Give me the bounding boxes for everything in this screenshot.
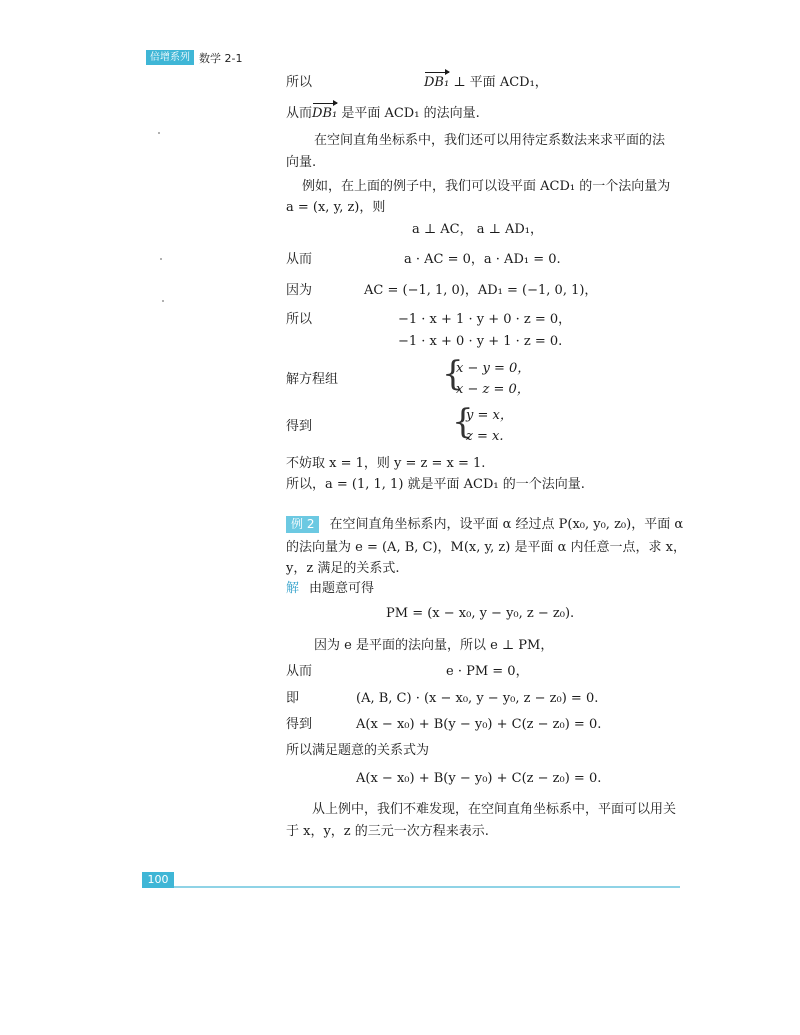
- equation-line: a · AC = 0，a · AD₁ = 0.: [404, 252, 561, 267]
- example-line: 的法向量为 e = (A, B, C)，M(x, y, z) 是平面 α 内任意一点，求 x，: [286, 540, 686, 555]
- left-brace: {: [442, 354, 464, 394]
- footer-rule: [174, 886, 680, 888]
- equation-line: −1 · x + 0 · y + 1 · z = 0.: [398, 334, 563, 349]
- paragraph-line: 不妨取 x = 1，则 y = z = x = 1.: [286, 456, 486, 471]
- scan-speck: [160, 258, 162, 260]
- example-text: 在空间直角坐标系内，设平面 α 经过点 P(x₀, y₀, z₀)，平面 α: [329, 517, 684, 532]
- solution-tag: 解: [286, 581, 300, 596]
- system-equation: y = x，: [466, 408, 513, 423]
- step-label: 解方程组: [286, 372, 339, 387]
- equation-line: A(x − x₀) + B(y − y₀) + C(z − z₀) = 0.: [356, 771, 602, 786]
- paragraph-line: 因为 e 是平面的法向量，所以 e ⊥ PM，: [314, 638, 554, 653]
- paragraph-line: 于 x，y，z 的三元一次方程来表示.: [286, 824, 489, 839]
- example-line: [286, 516, 683, 534]
- paragraph-line: 在空间直角坐标系中，我们还可以用待定系数法来求平面的法: [314, 133, 666, 148]
- system-equation: z = x.: [466, 429, 504, 444]
- equation-line: AC = (−1, 1, 0)，AD₁ = (−1, 0, 1)，: [364, 283, 598, 298]
- step-label: 得到: [286, 419, 313, 434]
- step-label: 即: [286, 691, 300, 706]
- step-label: 得到: [286, 717, 313, 732]
- equation-line: A(x − x₀) + B(y − y₀) + C(z − z₀) = 0.: [356, 717, 602, 732]
- equation-line: a ⊥ AC， a ⊥ AD₁，: [412, 222, 543, 237]
- equation-line: [424, 74, 548, 92]
- equation-text: ⊥ 平面 ACD₁，: [453, 75, 548, 90]
- equation-line: e · PM = 0，: [446, 664, 529, 679]
- paragraph-line: 向量.: [286, 155, 317, 170]
- text-line: [286, 105, 480, 123]
- system-equation: x − y = 0，: [456, 361, 531, 376]
- paragraph-line: 例如，在上面的例子中，我们可以设平面 ACD₁ 的一个法向量为: [302, 179, 671, 194]
- text-fragment: 是平面 ACD₁ 的法向量.: [341, 106, 480, 121]
- paragraph-line: 所以，a = (1, 1, 1) 就是平面 ACD₁ 的一个法向量.: [286, 477, 585, 492]
- step-label: 所以: [286, 312, 313, 327]
- example-tag: 例 2: [286, 516, 319, 533]
- text-fragment: 从而: [286, 106, 313, 121]
- equation-line: −1 · x + 1 · y + 0 · z = 0，: [398, 312, 572, 327]
- step-label: 从而: [286, 664, 313, 679]
- left-brace: {: [452, 402, 474, 442]
- equation-line: (A, B, C) · (x − x₀, y − y₀, z − z₀) = 0.: [356, 691, 599, 706]
- solution-line: [286, 580, 374, 598]
- scan-speck: [158, 132, 160, 134]
- example-line: y，z 满足的关系式.: [286, 561, 400, 576]
- paragraph-line: 从上例中，我们不难发现，在空间直角坐标系中，平面可以用关: [312, 802, 677, 817]
- paragraph-line: a = (x, y, z)，则: [286, 200, 386, 215]
- equation-line: PM = (x − x₀, y − y₀, z − z₀).: [386, 606, 575, 621]
- running-header: [146, 50, 242, 65]
- book-title: 数学 2-1: [199, 51, 243, 65]
- solution-text: 由题意可得: [309, 581, 375, 596]
- series-label: 倍增系列: [146, 50, 194, 65]
- text-line: 所以: [286, 75, 313, 90]
- page-number: 100: [142, 872, 174, 888]
- step-label: 从而: [286, 252, 313, 267]
- system-equation: x − z = 0，: [456, 382, 530, 397]
- vector-DB1: DB₁: [424, 75, 450, 90]
- step-label: 因为: [286, 283, 313, 298]
- vector-DB1: DB₁: [312, 106, 338, 121]
- paragraph-line: 所以满足题意的关系式为: [286, 743, 430, 758]
- scan-speck: [162, 300, 164, 302]
